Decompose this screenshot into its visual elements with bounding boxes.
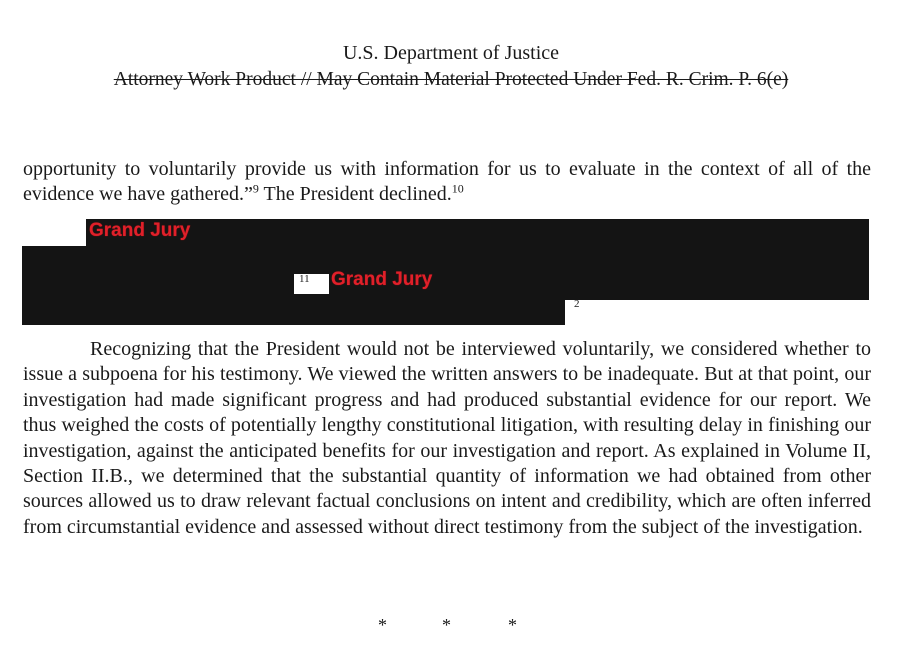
paragraph-text: The President declined. — [258, 183, 452, 206]
redaction-block-bottom — [22, 296, 565, 325]
paragraph-continuation — [23, 157, 871, 208]
section-break-star: * — [378, 615, 387, 635]
footnote-fragment: 2 — [574, 298, 580, 310]
redaction-block-middle — [22, 246, 869, 300]
section-break-star: * — [442, 615, 451, 635]
department-header: U.S. Department of Justice — [342, 42, 560, 64]
section-break-star: * — [508, 615, 517, 635]
work-product-notice: Attorney Work Product // May Contain Material Protected Under Fed. R. Crim. P. 6(e) — [113, 69, 789, 90]
grand-jury-label: Grand Jury — [331, 269, 433, 290]
paragraph-subpoena — [23, 337, 871, 540]
paragraph-text: opportunity to voluntarily provide us with information for us to evaluate in the context of all of the evidence we have gathered.” — [23, 158, 871, 206]
paragraph-text: Recognizing that the President would not be interviewed voluntarily, we considered whether to issue a subpoena for his testimony. We viewed the written answers to be inadequate. But at that point, our investigation had made significant progress and had produced substantial evidence for our report. We thus weighed the costs of potentially lengthy constitutional litigation, with resulting delay in finishing our investigation, against the anticipated benefits for our investigation and report. As explained in Volume II, Section II.B., we determined that the substantial quantity of information we had obtained from other sources allowed us to draw relevant factual conclusions on intent and credibility, which are often inferred from circumstantial evidence and assessed without direct testimony from the subject of the investigation. — [23, 338, 871, 538]
footnote-ref-11: 11 — [299, 273, 310, 285]
footnote-ref-9: 9 — [252, 181, 259, 196]
grand-jury-label: Grand Jury — [89, 220, 191, 241]
footnote-ref-10: 10 — [451, 181, 464, 196]
